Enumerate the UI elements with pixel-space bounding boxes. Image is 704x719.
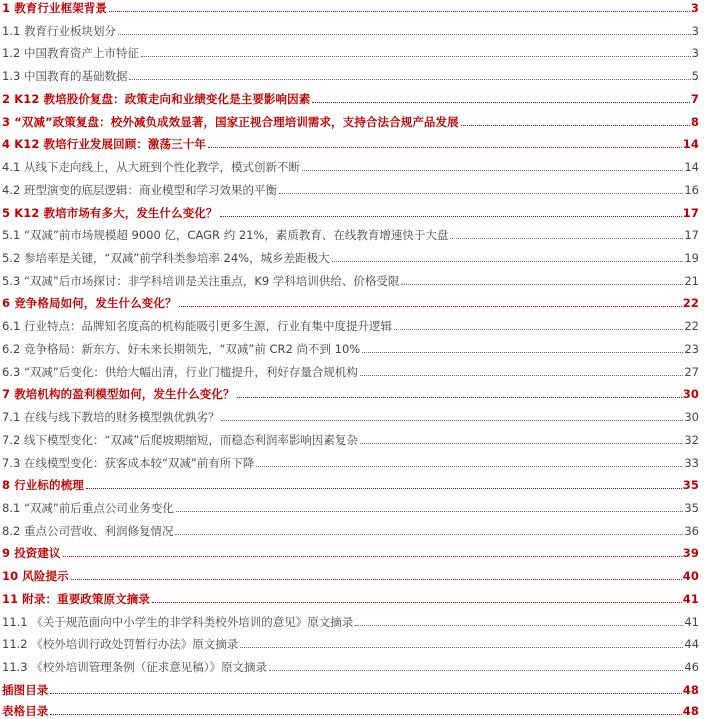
- toc-entry-title: 6.2 竞争格局：新东方、好未来长期领先，“双减”前 CR2 尚不到 10%: [2, 342, 361, 356]
- dot-leader: [461, 125, 690, 126]
- dot-leader: [237, 397, 682, 398]
- toc-entry-title: 1 教育行业框架背景: [2, 1, 108, 15]
- toc-entry[interactable]: [2, 614, 699, 630]
- toc-entry-page: 3: [691, 24, 699, 38]
- toc-entry[interactable]: [2, 205, 699, 221]
- dot-leader: [269, 670, 683, 671]
- toc-entry[interactable]: [2, 45, 699, 61]
- dot-leader: [129, 79, 690, 80]
- toc-entry-page: 30: [682, 387, 699, 401]
- toc-entry-page: 36: [684, 524, 699, 538]
- toc-entry-title: 5.1 “双减”前市场规模超 9000 亿，CAGR 约 21%，素质教育、在线教育增速快于大盘: [2, 228, 449, 242]
- toc-entry-page: 44: [684, 637, 699, 651]
- toc-entry-title: 5.2 参培率是关键，“双减”前学科类参培率 24%，城乡差距极大: [2, 251, 330, 265]
- dot-leader: [109, 11, 690, 12]
- toc-entry-title: 8 行业标的梳理: [2, 478, 84, 492]
- toc-entry-title: 3 “双减”政策复盘：校外减负成效显著，国家正视合理培训需求，支持合法合规产品发展: [2, 115, 459, 129]
- dot-leader: [401, 284, 683, 285]
- toc-entry[interactable]: [2, 432, 699, 448]
- dot-leader: [179, 306, 682, 307]
- dot-leader: [86, 488, 682, 489]
- toc-entry[interactable]: [2, 659, 699, 675]
- dot-leader: [141, 56, 691, 57]
- dot-leader: [362, 352, 683, 353]
- toc-entry-title: 6.3 “双减”后变化：供给大幅出清，行业门槛提升，利好存量合规机构: [2, 365, 358, 379]
- toc-entry[interactable]: [2, 409, 699, 425]
- toc-entry-page: 5: [691, 69, 699, 83]
- dot-leader: [450, 238, 683, 239]
- toc-entry-title: 7.2 线下模型变化：“双减”后爬坡期缩短，而稳态利润率影响因素复杂: [2, 433, 358, 447]
- toc-entry-page: 40: [682, 569, 699, 583]
- toc-entry-page: 30: [684, 410, 699, 424]
- toc-entry[interactable]: [2, 159, 699, 175]
- toc-entry-page: 8: [690, 115, 699, 129]
- toc-entry-title: 10 风险提示: [2, 569, 69, 583]
- toc-entry-page: 16: [684, 183, 699, 197]
- toc-entry[interactable]: [2, 682, 699, 698]
- toc-entry-page: 22: [682, 296, 699, 310]
- dot-leader: [63, 556, 682, 557]
- dot-leader: [118, 34, 691, 35]
- toc-entry-title: 11.1 《关于规范面向中小学生的非学科类校外培训的意见》原文摘录: [2, 615, 354, 629]
- toc-entry[interactable]: [2, 23, 699, 39]
- toc-entry-title: 11 附录：重要政策原文摘录: [2, 592, 150, 606]
- toc-entry[interactable]: [2, 545, 699, 561]
- dot-leader: [394, 329, 683, 330]
- dot-leader: [221, 420, 683, 421]
- toc-entry[interactable]: [2, 114, 699, 130]
- toc-entry[interactable]: [2, 273, 699, 289]
- toc-entry[interactable]: [2, 703, 699, 719]
- toc-entry[interactable]: [2, 182, 699, 198]
- dot-leader: [220, 216, 682, 217]
- toc-entry-title: 表格目录: [2, 704, 49, 718]
- toc-entry-title: 5 K12 教培市场有多大，发生什么变化？: [2, 206, 218, 220]
- dot-leader: [71, 579, 682, 580]
- toc-entry-page: 32: [684, 433, 699, 447]
- toc-entry-page: 14: [684, 160, 699, 174]
- toc-entry-title: 9 投资建议: [2, 546, 61, 560]
- dot-leader: [312, 102, 690, 103]
- dot-leader: [176, 511, 684, 512]
- toc-entry-title: 11.3 《校外培训管理条例（征求意见稿）》原文摘录: [2, 660, 268, 674]
- toc-entry[interactable]: [2, 523, 699, 539]
- dot-leader: [50, 714, 681, 715]
- toc-entry[interactable]: [2, 250, 699, 266]
- toc-entry-title: 4.1 从线下走向线上，从大班到个性化教学，模式创新不断: [2, 160, 300, 174]
- toc-entry[interactable]: [2, 591, 699, 607]
- dot-leader: [152, 602, 682, 603]
- toc-entry[interactable]: [2, 636, 699, 652]
- toc-entry[interactable]: [2, 500, 699, 516]
- toc-entry[interactable]: [2, 68, 699, 84]
- toc-entry-title: 2 K12 教培股价复盘：政策走向和业绩变化是主要影响因素: [2, 92, 311, 106]
- dot-leader: [256, 466, 683, 467]
- toc-entry-title: 7.1 在线与线下教培的财务模型孰优孰劣？: [2, 410, 220, 424]
- toc-entry-title: 插图目录: [2, 683, 49, 697]
- toc-entry-page: 35: [684, 501, 699, 515]
- toc-entry-page: 41: [682, 592, 699, 606]
- dot-leader: [208, 147, 682, 148]
- toc-entry-title: 6 竞争格局如何，发生什么变化？: [2, 296, 177, 310]
- toc-entry-page: 27: [684, 365, 699, 379]
- toc-entry-page: 17: [682, 206, 699, 220]
- dot-leader: [50, 693, 681, 694]
- toc-entry-title: 4 K12 教培行业发展回顾：激荡三十年: [2, 137, 206, 151]
- toc-entry[interactable]: [2, 295, 699, 311]
- toc-entry-page: 17: [684, 228, 699, 242]
- toc-entry[interactable]: [2, 318, 699, 334]
- dot-leader: [355, 625, 683, 626]
- toc-entry-page: 48: [682, 683, 699, 697]
- toc-entry[interactable]: [2, 227, 699, 243]
- dot-leader: [240, 647, 683, 648]
- dot-leader: [302, 170, 683, 171]
- toc-entry-page: 3: [691, 46, 699, 60]
- toc-entry-title: 1.1 教育行业板块划分: [2, 24, 116, 38]
- toc-entry-title: 7.3 在线模型变化：获客成本较“双减”前有所下降: [2, 456, 255, 470]
- toc-entry-title: 5.3 “双减”后市场探讨：非学科培训是关注重点，K9 学科培训供给、价格受限: [2, 274, 400, 288]
- toc-entry-page: 3: [690, 1, 699, 15]
- toc-entry[interactable]: [2, 477, 699, 493]
- toc-entry-page: 35: [682, 478, 699, 492]
- toc-entry[interactable]: [2, 341, 699, 357]
- toc-entry-title: 7 教培机构的盈利模型如何，发生什么变化？: [2, 387, 235, 401]
- toc-entry-title: 11.2 《校外培训行政处罚暂行办法》原文摘录: [2, 637, 239, 651]
- toc-entry[interactable]: [2, 568, 699, 584]
- toc-entry[interactable]: [2, 386, 699, 402]
- toc-entry-title: 8.1 “双减”前后重点公司业务变化: [2, 501, 174, 515]
- toc-entry-page: 7: [690, 92, 699, 106]
- toc-entry-page: 48: [682, 704, 699, 718]
- toc-entry-page: 22: [684, 319, 699, 333]
- dot-leader: [360, 375, 684, 376]
- dot-leader: [279, 193, 683, 194]
- dot-leader: [360, 443, 684, 444]
- toc-entry-title: 1.3 中国教育的基础数据: [2, 69, 128, 83]
- toc-entry-title: 6.1 行业特点：品牌知名度高的机构能吸引更多生源，行业有集中度提升逻辑: [2, 319, 392, 333]
- toc-entry[interactable]: [2, 0, 699, 16]
- dot-leader: [332, 261, 684, 262]
- toc-entry-title: 4.2 班型演变的底层逻辑：商业模型和学习效果的平衡: [2, 183, 277, 197]
- toc-entry[interactable]: [2, 364, 699, 380]
- toc-entry-page: 39: [682, 546, 699, 560]
- toc-entry[interactable]: [2, 91, 699, 107]
- dot-leader: [175, 534, 683, 535]
- toc-entry-page: 33: [684, 456, 699, 470]
- toc-entry-page: 41: [684, 615, 699, 629]
- toc-entry-page: 23: [684, 342, 699, 356]
- toc-entry-page: 21: [684, 274, 699, 288]
- toc-entry-page: 46: [684, 660, 699, 674]
- toc-entry-page: 19: [684, 251, 699, 265]
- toc-entry-title: 8.2 重点公司营收、利润修复情况: [2, 524, 174, 538]
- toc-entry-title: 1.2 中国教育资产上市特征: [2, 46, 139, 60]
- toc-entry[interactable]: [2, 455, 699, 471]
- toc-entry-page: 14: [682, 137, 699, 151]
- toc-entry[interactable]: [2, 136, 699, 152]
